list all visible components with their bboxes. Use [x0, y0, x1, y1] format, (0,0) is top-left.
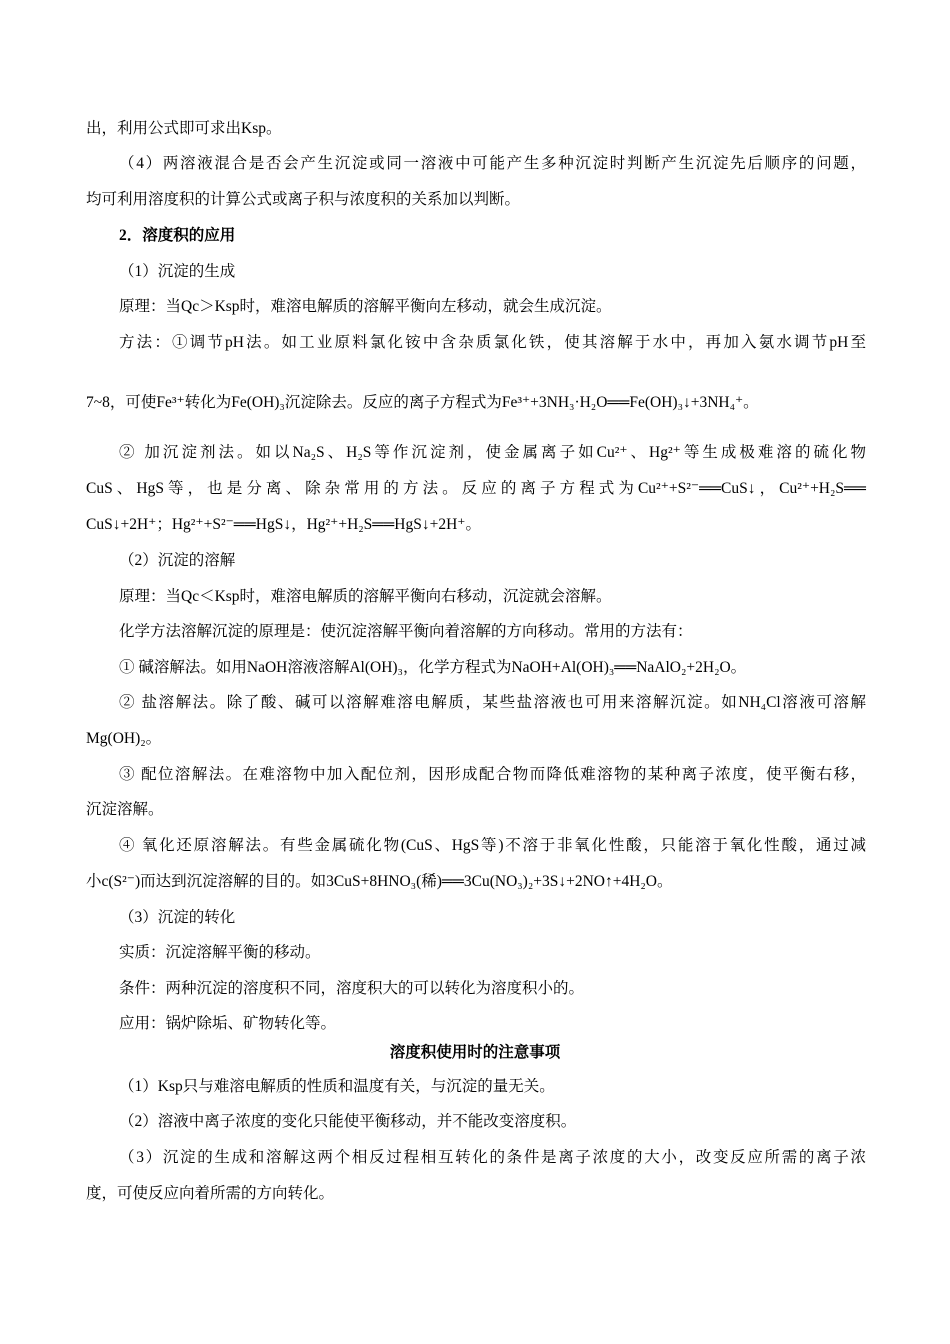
paragraph-line: 沉淀溶解。 — [86, 801, 164, 818]
subsection-heading: （2）沉淀的溶解 — [119, 552, 236, 569]
paragraph-line: （1）Ksp只与难溶电解质的性质和温度有关，与沉淀的量无关。 — [119, 1078, 555, 1095]
paragraph-line: 原理：当Qc＜Ksp时，难溶电解质的溶解平衡向右移动，沉淀就会溶解。 — [119, 588, 612, 605]
paragraph-line: 均可利用溶度积的计算公式或离子积与浓度积的关系加以判断。 — [86, 191, 521, 208]
paragraph-line: 应用：锅炉除垢、矿物转化等。 — [119, 1015, 337, 1032]
equation-line: 7~8，可使Fe³⁺转化为Fe(OH)₃沉淀除去。反应的离子方程式为Fe³⁺+3NH₃·H₂O══Fe(OH)₃↓+3NH₄⁺。 — [86, 394, 759, 411]
paragraph-line: （4）两溶液混合是否会产生沉淀或同一溶液中可能产生多种沉淀时判断产生沉淀先后顺序的问题， — [119, 155, 866, 172]
paragraph-line: ④ 氧化还原溶解法。有些金属硫化物(CuS、HgS等)不溶于非氧化性酸，只能溶于氧化性酸，通过减 — [119, 837, 866, 854]
paragraph-line: （3）沉淀的生成和溶解这两个相反过程相互转化的条件是离子浓度的大小，改变反应所需的离子浓 — [119, 1149, 866, 1166]
paragraph-line: ② 加沉淀剂法。如以Na₂S、H₂S等作沉淀剂，使金属离子如Cu²⁺、Hg²⁺等生成极难溶的硫化物 — [119, 444, 866, 461]
section-heading: 2．溶度积的应用 — [119, 227, 236, 244]
paragraph-line: （2）溶液中离子浓度的变化只能使平衡移动，并不能改变溶度积。 — [119, 1113, 577, 1130]
paragraph-line: 实质：沉淀溶解平衡的移动。 — [119, 944, 321, 961]
subsection-heading: （3）沉淀的转化 — [119, 909, 236, 926]
paragraph-line: 条件：两种沉淀的溶度积不同，溶度积大的可以转化为溶度积小的。 — [119, 980, 585, 997]
paragraph-line: 出，利用公式即可求出Ksp。 — [86, 120, 282, 137]
subsection-heading: （1）沉淀的生成 — [119, 263, 236, 280]
paragraph-line: 化学方法溶解沉淀的原理是：使沉淀溶解平衡向着溶解的方向移动。常用的方法有： — [119, 623, 693, 640]
paragraph-line: ③ 配位溶解法。在难溶物中加入配位剂，因形成配合物而降低难溶物的某种离子浓度，使平衡右移， — [119, 766, 866, 783]
paragraph-line: ① 碱溶解法。如用NaOH溶液溶解Al(OH)₃，化学方程式为NaOH+Al(OH)₃══NaAlO₂+2H₂O。 — [119, 659, 747, 676]
paragraph-line: 原理：当Qc＞Ksp时，难溶电解质的溶解平衡向左移动，就会生成沉淀。 — [119, 298, 612, 315]
paragraph-line: CuS、HgS等，也是分离、除杂常用的方法。反应的离子方程式为Cu²⁺+S²⁻══CuS↓，Cu²⁺+H₂S══ — [86, 480, 866, 497]
paragraph-line: 度，可使反应向着所需的方向转化。 — [86, 1185, 335, 1202]
equation-line: 小c(S²⁻)而达到沉淀溶解的目的。如3CuS+8HNO₃(稀)══3Cu(NO₃)₂+3S↓+2NO↑+4H₂O。 — [86, 873, 673, 890]
paragraph-line: Mg(OH)₂。 — [86, 730, 162, 747]
paragraph-line: 方法：①调节pH法。如工业原料氯化铵中含杂质氯化铁，使其溶解于水中，再加入氨水调节pH至 — [119, 334, 866, 351]
equation-line: CuS↓+2H⁺；Hg²⁺+S²⁻══HgS↓，Hg²⁺+H₂S══HgS↓+2H⁺。 — [86, 516, 481, 533]
notes-heading: 溶度积使用时的注意事项 — [389, 1044, 561, 1061]
paragraph-line: ② 盐溶解法。除了酸、碱可以溶解难溶电解质，某些盐溶液也可用来溶解沉淀。如NH₄Cl溶液可溶解 — [119, 694, 866, 711]
